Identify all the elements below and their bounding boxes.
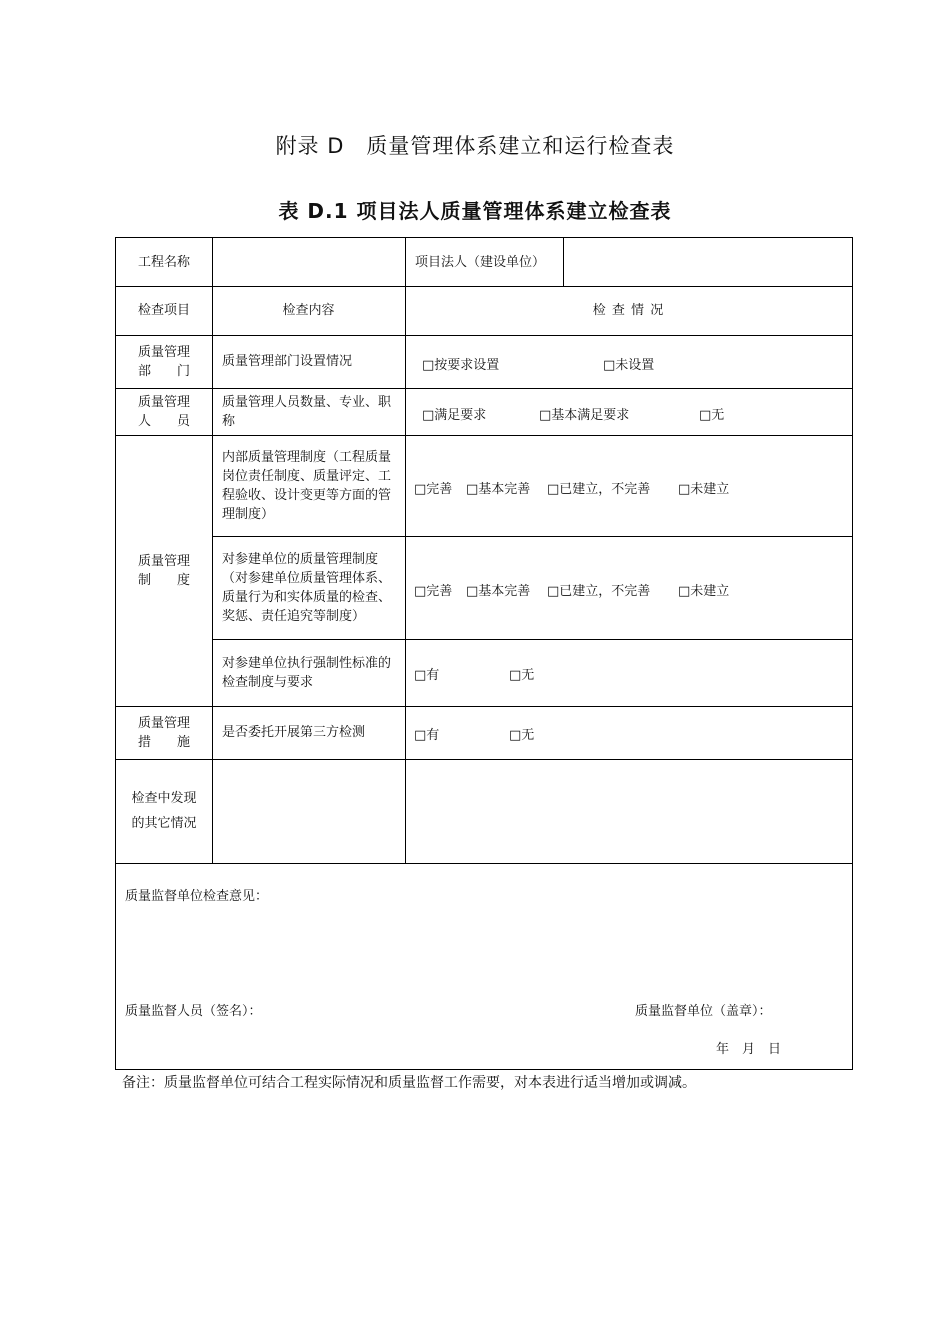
content-department: 质量管理部门设置情况 [222,354,353,369]
category-line: 质量管理 [137,394,190,410]
checkbox-option[interactable]: □满足要求 [422,408,487,423]
checkbox-option[interactable]: □无 [699,408,725,423]
content-mandatory-standards: 对参建单位执行强制性标准的检查制度与要求 [222,655,392,690]
table-title: 表 D.1 项目法人质量管理体系建立检查表 [278,199,672,223]
checkbox-option[interactable]: □有 [414,668,440,683]
date-label: 年 月 日 [716,1042,782,1057]
checkbox-option[interactable]: □完善 [414,584,453,599]
project-name-field[interactable] [213,238,405,286]
item-header: 检查项目 [137,303,190,318]
checkbox-option[interactable]: □无 [509,728,535,743]
remark-note: 备注：质量监督单位可结合工程实际情况和质量监督工作需要，对本表进行适当增加或调减。 [122,1075,696,1091]
content-participant-system: 对参建单位的质量管理制度（对参建单位质量管理体系、质量行为和实体质量的检查、奖惩、责任追究等制度） [222,551,392,624]
other-findings-label [116,759,212,863]
other-findings-item-field[interactable] [213,760,405,863]
other-line: 的其它情况 [131,816,197,831]
category-personnel [116,388,212,435]
other-line: 检查中发现 [131,791,197,806]
project-name-label: 工程名称 [137,254,190,270]
category-system [116,435,212,706]
inspection-table [115,237,853,1070]
category-measures [116,706,212,759]
appendix-title: 附录 D 质量管理体系建立和运行检查表 [275,134,675,158]
owner-label: 项目法人（建设单位） [415,254,546,270]
content-third-party: 是否委托开展第三方检测 [222,725,366,740]
checkbox-option[interactable]: □有 [414,728,440,743]
category-line: 质量管理 [137,344,190,360]
checkbox-option[interactable]: □未设置 [603,358,655,373]
checkbox-option[interactable]: □基本完善 [466,482,531,497]
checkbox-option[interactable]: □完善 [414,482,453,497]
category-line: 质量管理 [137,553,190,569]
checkbox-option[interactable]: □基本完善 [466,584,531,599]
opinion-label: 质量监督单位检查意见： [125,889,269,904]
category-line: 制 度 [137,572,190,588]
owner-field[interactable] [564,238,852,286]
category-department [116,335,212,388]
category-line: 人 员 [137,413,190,429]
category-line: 措 施 [137,734,190,750]
content-internal-system: 内部质量管理制度（工程质量岗位责任制度、质量评定、工程验收、设计变更等方面的管理制度） [222,449,392,522]
signer-label: 质量监督人员（签名）： [125,1004,262,1019]
category-line: 部 门 [137,363,190,379]
checkbox-option[interactable]: □未建立 [678,584,730,599]
content-personnel: 质量管理人员数量、专业、职称 [222,394,392,429]
checkbox-option[interactable]: □按要求设置 [422,358,500,373]
content-header: 检查内容 [282,303,335,318]
checkbox-option[interactable]: □无 [509,668,535,683]
unit-seal-label: 质量监督单位（盖章）： [635,1004,772,1019]
status-header: 检 查 情 况 [592,303,665,318]
other-findings-field[interactable] [406,760,852,863]
checkbox-option[interactable]: □未建立 [678,482,730,497]
category-line: 质量管理 [137,715,190,731]
checkbox-option[interactable]: □已建立，不完善 [547,584,651,599]
checkbox-option[interactable]: □已建立，不完善 [547,482,651,497]
checkbox-option[interactable]: □基本满足要求 [539,408,630,423]
